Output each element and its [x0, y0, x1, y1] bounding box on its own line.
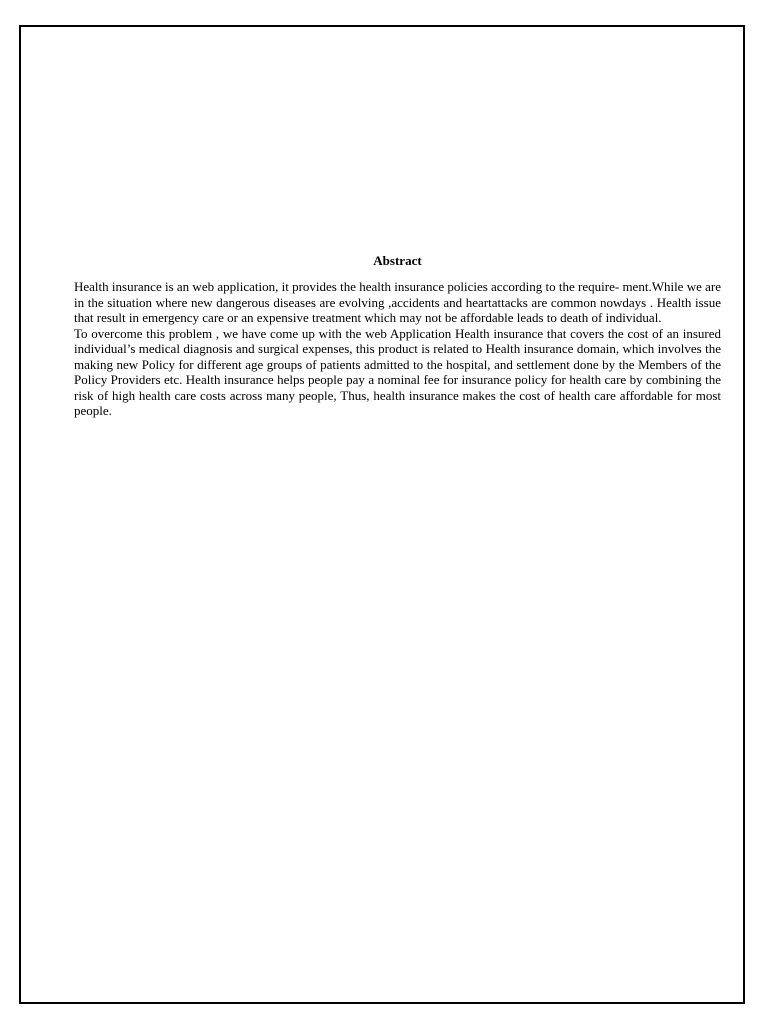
abstract-heading: Abstract	[373, 253, 422, 268]
abstract-paragraph-2: To overcome this problem , we have come up with the web Application Health insurance that covers the cost of an insured individual’s medical diagnosis and surgical expenses, this product is related to Health insurance domain, which involves the making new Policy for different age groups of patients admitted to the hospital, and settlement done by the Members of the Policy Providers etc. Health insurance helps people pay a nominal fee for insurance policy for health care by combining the risk of high health care costs across many people, Thus, health insurance makes the cost of health care affordable for most people.	[74, 325, 721, 418]
abstract-paragraph-1: Health insurance is an web application, it provides the health insurance policies according to the require- ment.While we are in the situation where new dangerous diseases are evolving ,accidents and heartattacks are common nowdays . Health issue that result in emergency care or an expensive treatment which may not be affordable leads to death of individual.	[74, 279, 721, 325]
page-border	[19, 25, 745, 1004]
abstract-section	[74, 252, 721, 419]
